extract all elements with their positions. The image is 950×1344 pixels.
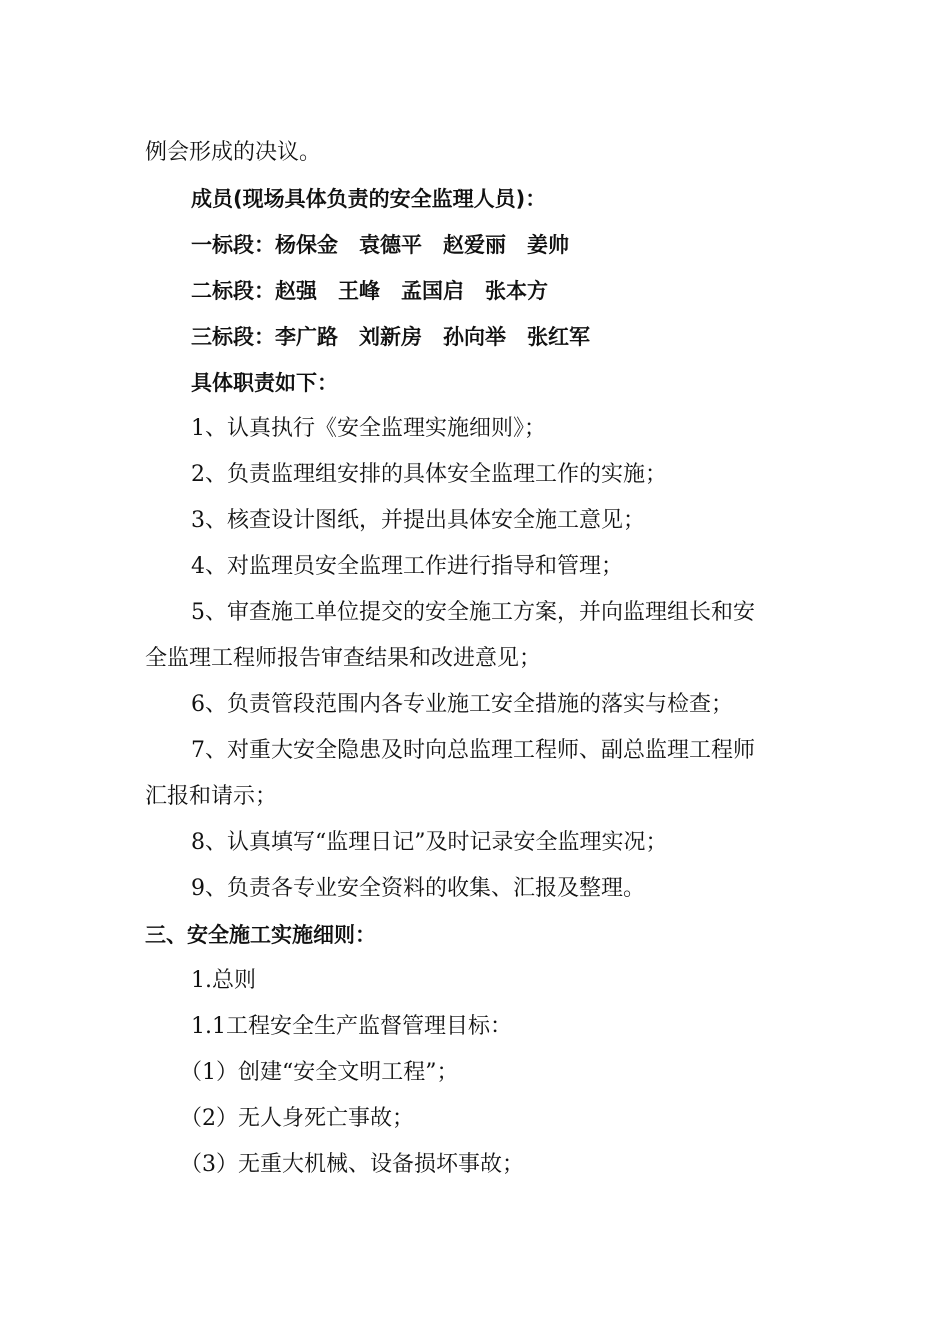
duty-item: 4、对监理员安全监理工作进行指导和管理； — [191, 554, 623, 579]
duty-item: 6、负责管段范围内各专业施工安全措施的落实与检查； — [191, 692, 733, 717]
section-two-members: 二标段：赵强 王峰 孟国启 张本方 — [191, 279, 548, 303]
duties-heading: 具体职责如下： — [191, 371, 338, 395]
duty-item-continuation: 汇报和请示； — [145, 784, 278, 809]
goal-item: （3）无重大机械、设备损坏事故； — [180, 1152, 524, 1177]
duty-item: 9、负责各专业安全资料的收集、汇报及整理。 — [191, 876, 645, 901]
section-one-members: 一标段：杨保金 袁德平 赵爱丽 姜帅 — [191, 233, 569, 257]
subsection-heading: 1.1工程安全生产监督管理目标： — [191, 1014, 512, 1039]
duty-item: 5、审查施工单位提交的安全施工方案，并向监理组长和安 — [191, 600, 755, 625]
text-line: 例会形成的决议。 — [145, 140, 322, 165]
duty-item: 8、认真填写“监理日记”及时记录安全监理实况； — [191, 830, 668, 855]
subsection-heading: 1.总则 — [191, 968, 256, 993]
duty-item-continuation: 全监理工程师报告审查结果和改进意见； — [145, 646, 542, 671]
section-heading: 三、安全施工实施细则： — [145, 923, 376, 947]
members-heading: 成员(现场具体负责的安全监理人员)： — [191, 187, 547, 211]
duty-item: 3、核查设计图纸，并提出具体安全施工意见； — [191, 508, 645, 533]
duty-item: 2、负责监理组安排的具体安全监理工作的实施； — [191, 462, 667, 487]
duty-item: 1、认真执行《安全监理实施细则》； — [191, 416, 546, 441]
goal-item: （2）无人身死亡事故； — [180, 1106, 414, 1131]
goal-item: （1）创建“安全文明工程”； — [180, 1060, 459, 1085]
duty-item: 7、对重大安全隐患及时向总监理工程师、副总监理工程师 — [191, 738, 755, 763]
section-three-members: 三标段：李广路 刘新房 孙向举 张红军 — [191, 325, 590, 349]
